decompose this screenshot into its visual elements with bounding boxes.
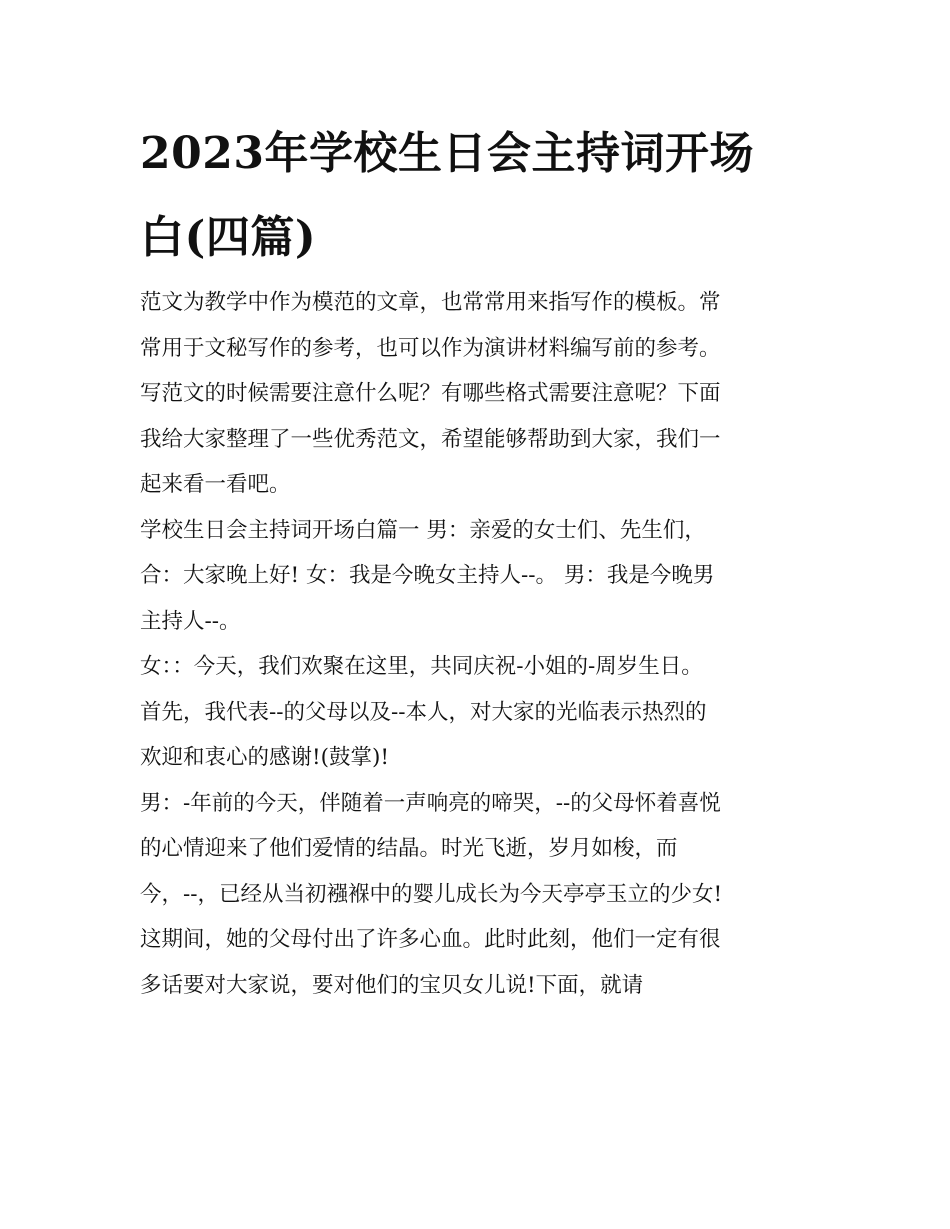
text-line: 写范文的时候需要注意什么呢？有哪些格式需要注意呢？下面: [140, 381, 721, 406]
text-line: 的心情迎来了他们爱情的结晶。时光飞逝，岁月如梭，而: [140, 836, 678, 861]
title-line: 白(四篇): [140, 212, 317, 263]
text-line: 女：：今天，我们欢聚在这里，共同庆祝-小姐的-周岁生日。: [140, 654, 703, 679]
text-line: 常用于文秘写作的参考，也可以作为演讲材料编写前的参考。: [140, 335, 721, 361]
text-line: 起来看一看吧。: [140, 472, 291, 497]
text-line: 我给大家整理了一些优秀范文，希望能够帮助到大家，我们一: [140, 426, 721, 452]
text-line: 男：-年前的今天，伴随着一声响亮的啼哭，--的父母怀着喜悦: [140, 790, 721, 816]
document-title: [140, 112, 820, 280]
text-line: 这期间，她的父母付出了许多心血。此时此刻，他们一定有很: [140, 927, 721, 952]
text-line: 欢迎和衷心的感谢!(鼓掌)!: [140, 745, 390, 770]
text-line: 合：大家晚上好! 女：我是今晚女主持人--。 男：我是今晚男: [140, 563, 715, 588]
text-line: 今，--，已经从当初襁褓中的婴儿成长为今天亭亭玉立的少女!: [140, 881, 723, 907]
text-line: 范文为教学中作为模范的文章，也常常用来指写作的模板。常: [140, 290, 721, 315]
text-line: 首先，我代表--的父母以及--本人，对大家的光临表示热烈的: [140, 699, 707, 725]
title-line: 2023年学校生日会主持词开场: [140, 128, 754, 179]
text-line: 主持人--。: [140, 608, 241, 634]
text-line: 多话要对大家说，要对他们的宝贝女儿说!下面，就请: [140, 972, 644, 998]
text-line: 学校生日会主持词开场白篇一 男：亲爱的女士们、先生们，: [140, 517, 706, 543]
document-body: [140, 280, 830, 1008]
